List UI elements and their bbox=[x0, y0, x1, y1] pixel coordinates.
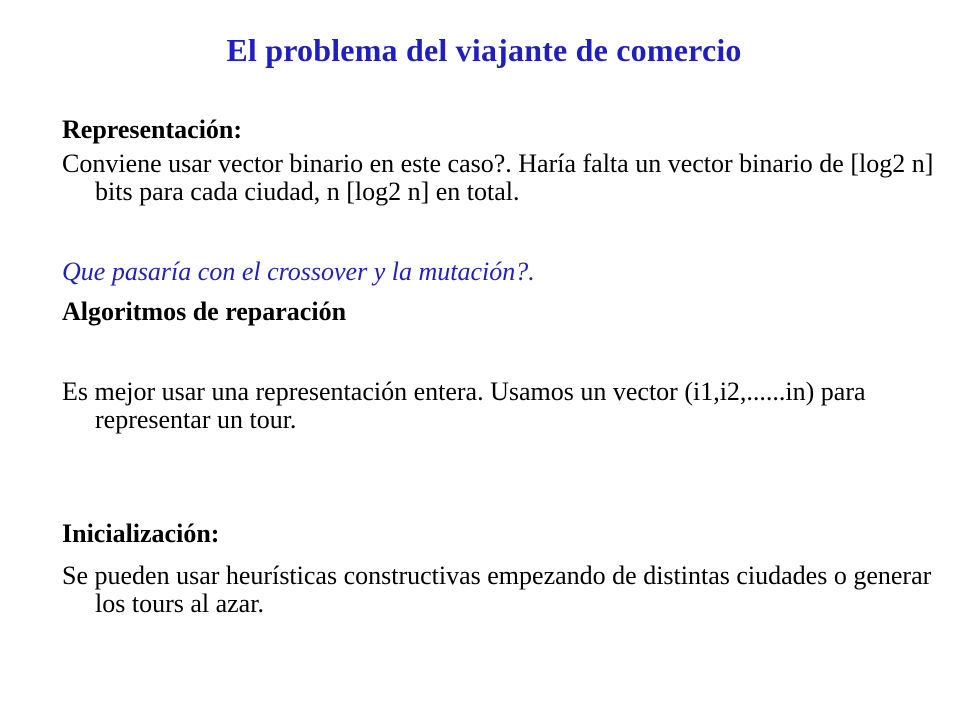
crossover-question: Que pasaría con el crossover y la mutación?. bbox=[62, 257, 535, 286]
representation-text: Conviene usar vector binario en este caso?. Haría falta un vector binario de [log2 n] bits para cada ciudad, n [log2 n] en total. bbox=[62, 149, 934, 206]
repair-heading: Algoritmos de reparación bbox=[62, 297, 347, 326]
slide-title: El problema del viajante de comercio bbox=[226, 32, 742, 68]
representation-heading: Representación: bbox=[62, 115, 243, 144]
integer-representation-text: Es mejor usar una representación entera. Usamos un vector (i1,i2,......in) para representar un tour. bbox=[62, 377, 866, 434]
initialization-heading: Inicialización: bbox=[62, 519, 220, 548]
initialization-text: Se pueden usar heurísticas constructivas empezando de distintas ciudades o generar los tours al azar. bbox=[62, 561, 932, 618]
